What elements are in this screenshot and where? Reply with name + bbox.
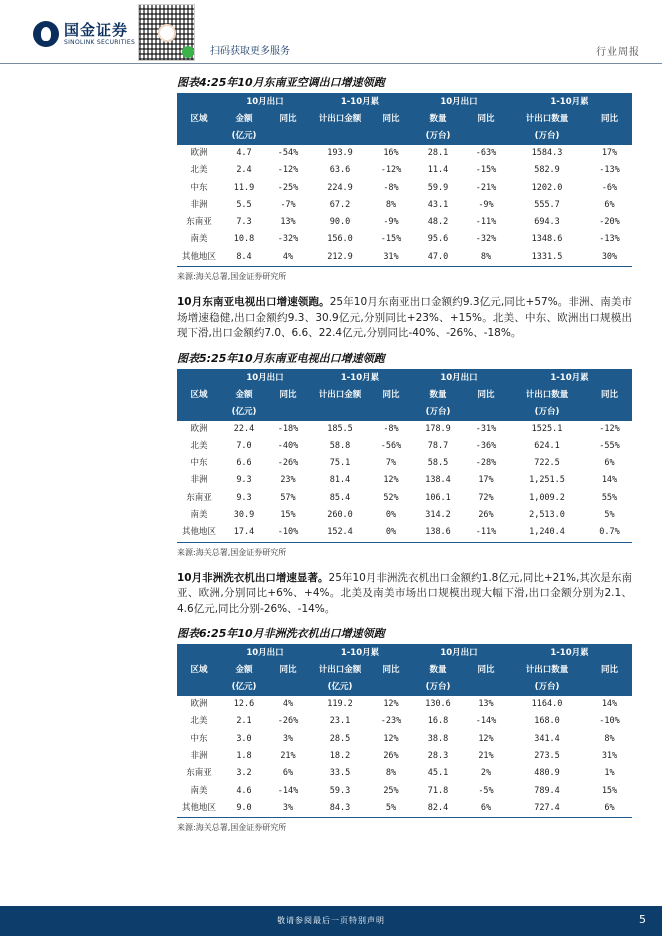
table-row [177,472,632,489]
table-cell: 3.0 [236,733,252,744]
table-cell: -18% [277,423,299,434]
table-row [177,438,632,455]
table-cell: 75.1 [329,458,351,469]
table-cell: 6.6 [236,458,252,469]
table-cell: 9.3 [236,475,252,486]
table-cell: -12% [277,165,299,176]
logo-cn-text: 国金证券 [64,20,129,39]
table-cell: 789.4 [534,785,560,796]
table-row [177,162,632,179]
header-cell: 10月出口 [246,648,284,659]
header-cell: 同比 [477,389,495,400]
table-cell: 3% [267,800,309,818]
region-cell: 东南亚 [186,768,212,779]
table-cell: 26% [383,751,399,762]
table-cell: -25% [277,182,299,193]
table-cell: 16% [383,148,399,158]
table-cell: 727.4 [507,800,587,818]
table-cell: 273.5 [534,751,560,762]
table-cell: 21% [280,751,296,762]
table-cell: 30% [587,249,632,267]
qr-code-icon[interactable] [138,4,195,61]
table-row [177,713,632,730]
table-cell: 480.9 [534,768,560,779]
table-cell: 38.8 [427,733,449,744]
table-header-row [177,662,632,679]
main-content [177,72,632,834]
table-header-row [177,404,632,421]
header-cell: 数量 [429,665,447,676]
table-cell: 90.0 [329,217,351,228]
table-cell: 30.9 [233,510,255,521]
table-cell: -8% [383,423,399,434]
table-cell: 6% [587,800,632,818]
table-cell: 9.3 [236,492,252,503]
table-cell: 168.0 [534,716,560,727]
table-cell: -13% [599,234,620,245]
table-cell: -7% [280,199,296,210]
table-cell: 17% [601,148,618,158]
table-cell: 4% [282,699,294,710]
table-cell: 31% [371,249,411,267]
page-header [0,0,662,64]
table-cell: 555.7 [534,199,560,210]
table-cell: 5% [604,510,615,521]
table-cell: 16.8 [427,716,449,727]
table-cell: 1,009.2 [529,492,565,503]
table-cell: 12% [478,733,494,744]
header-cell: 金额 [235,665,253,676]
table-cell: 67.2 [329,199,351,210]
header-cell: 区域 [190,665,208,676]
table-cell: -55% [599,440,620,451]
header-cell: 10月出口 [246,372,284,383]
page-number: 5 [639,913,646,926]
header-cell: 区域 [190,114,208,124]
header-cell: 同比 [600,665,618,676]
region-cell: 中东 [190,458,208,469]
table-cell: 4% [267,249,309,267]
region-cell: 其他地区 [177,524,221,542]
header-cell: 10月出口 [440,372,478,383]
table-title: 图表6:25年10月非洲洗衣机出口增速领跑 [177,623,632,645]
header-cell: (亿元) [327,682,353,693]
table-cell: 81.4 [329,475,351,486]
table-cell: 224.9 [327,182,353,193]
paragraph-body: 25年10月东南亚出口金额约9.3亿元,同比+57%。非洲、南美市场增速稳健,出口金额约9.3、30.9亿元,分别同比+23%、+15%。北美、中东、欧洲出口规模出现下滑,出口金额约7.0、6.6、22.4亿元,分别同比-40%、-26%、-18%。 [177,296,632,340]
region-cell: 其他地区 [177,249,221,267]
table-header-row [177,645,632,662]
table-cell: -56% [380,440,402,451]
header-cell: (万台) [425,406,451,417]
header-cell: 计出口数量 [525,665,569,676]
header-cell: 1-10月累 [340,372,380,383]
table-cell: 1348.6 [531,234,563,245]
table-cell: 5.5 [236,199,252,210]
table-cell: 0% [371,524,411,542]
header-cell: 1-10月累 [550,372,589,383]
header-cell: 1-10月累 [550,648,589,659]
paragraph [177,571,632,618]
table-cell: 6% [282,768,294,779]
table-cell: 106.1 [425,492,451,503]
header-cell: 金额 [235,114,253,124]
table-cell: -40% [277,440,299,451]
table-cell: -15% [380,234,402,245]
table-cell: 1525.1 [531,423,563,434]
table-row [177,507,632,524]
table-cell: 82.4 [411,800,465,818]
table-cell: 4.7 [236,148,252,158]
table-cell: 624.1 [534,440,560,451]
table-cell: 47.0 [411,249,465,267]
table-row [177,214,632,231]
table-row [177,748,632,765]
table-cell: -10% [267,524,309,542]
table-cell: -8% [383,182,399,193]
table-cell: 84.3 [309,800,371,818]
table-cell: 48.2 [427,217,449,228]
data-table [177,370,632,543]
region-cell: 中东 [190,733,208,744]
table-cell: -12% [599,423,620,434]
table-cell: 722.5 [534,458,560,469]
table-cell: 694.3 [534,217,560,228]
table-cell: 260.0 [327,510,353,521]
disclaimer-note: 敬请参阅最后一页特别声明 [277,916,385,925]
table-cell: 23.1 [329,716,351,727]
table-cell: 193.9 [327,148,353,158]
table-cell: 130.6 [425,699,451,710]
table-row [177,765,632,782]
table-cell: 1331.5 [507,249,587,267]
header-cell: (亿元) [231,131,257,141]
table-cell: 2% [480,768,492,779]
table-cell: 12% [383,475,399,486]
table-cell: 212.9 [309,249,371,267]
table-cell: -20% [599,217,620,228]
table-cell: 119.2 [327,699,353,710]
table-cell: 8.4 [221,249,267,267]
table-cell: 1% [604,768,615,779]
header-cell: 金额 [235,389,253,400]
data-table [177,645,632,818]
header-cell: 1-10月累 [550,97,589,107]
source-note: 来源:海关总署,国金证券研究所 [177,272,287,282]
table-cell: -12% [380,165,402,176]
table-cell: 21% [478,751,494,762]
table-cell: 0% [385,510,397,521]
table-cell: 11.4 [427,165,449,176]
table-cell: 8% [604,733,615,744]
table-cell: 59.3 [329,785,351,796]
table-cell: 138.6 [411,524,465,542]
header-cell: 10月出口 [246,97,284,107]
table-cell: 7.0 [236,440,252,451]
region-cell: 中东 [190,182,208,193]
table-cell: 5% [371,800,411,818]
table-cell: 8% [385,199,397,210]
paragraph-lead: 10月非洲洗衣机出口增速显著。 [177,571,329,584]
region-cell: 欧洲 [190,699,208,710]
table-cell: 10.8 [233,234,255,245]
table-row [177,421,632,438]
header-cell: 区域 [190,389,208,400]
region-cell: 南美 [190,785,208,796]
table-cell: 17.4 [221,524,267,542]
logo-en-text: SINOLINK SECURITIES [64,38,136,46]
region-cell: 南美 [190,510,208,521]
header-cell: 计出口数量 [525,389,569,400]
paragraph [177,295,632,342]
table-cell: 3.2 [236,768,252,779]
table-header-row [177,94,632,111]
table-cell: 58.8 [329,440,351,451]
table-cell: 23% [280,475,296,486]
header-cell: 同比 [279,114,297,124]
table-cell: 1.8 [236,751,252,762]
header-cell: 计出口金额 [318,114,362,124]
table-row [177,455,632,472]
table-row [177,783,632,800]
table-cell: 72% [478,492,494,503]
table-cell: 185.5 [327,423,353,434]
source-note: 来源:海关总署,国金证券研究所 [177,547,287,557]
table-cell: 12.6 [233,699,255,710]
header-cell: 10月出口 [440,97,478,107]
paragraph-body: 25年10月非洲洗衣机出口金额约1.8亿元,同比+21%,其次是东南亚、欧洲,分别同比+6%、+4%。北美及南美市场出口规模出现大幅下滑,出口金额分别为2.1、4.6亿元,同比分别-26%、-14%。 [177,571,632,615]
table-cell: 6% [465,800,507,818]
table-cell: -9% [478,199,494,210]
table-cell: -13% [599,165,620,176]
table-cell: -26% [277,458,299,469]
header-cell: 数量 [429,389,447,400]
header-cell: 同比 [600,389,618,400]
report-type: 行业周报 [596,47,640,58]
region-cell: 北美 [190,716,208,727]
table-cell: 85.4 [329,492,351,503]
region-cell: 南美 [190,234,208,245]
table-cell: -21% [475,182,497,193]
table-header-row [177,387,632,404]
table-row [177,145,632,162]
table-cell: 178.9 [425,423,451,434]
company-logo [33,21,135,47]
header-cell: 同比 [279,389,297,400]
table-cell: 25% [383,785,399,796]
table-cell: 0.7% [587,524,632,542]
table-cell: 13% [280,217,296,228]
header-cell: (万台) [534,406,560,417]
data-table [177,94,632,267]
table-cell: 6% [604,199,615,210]
table-cell: 18.2 [329,751,351,762]
table-cell: 78.7 [427,440,449,451]
table-cell: -14% [475,716,497,727]
header-cell: (万台) [425,682,451,693]
region-cell: 欧洲 [190,148,208,158]
region-cell: 东南亚 [186,217,212,228]
table-cell: 55% [601,492,618,503]
table-cell: 11.9 [233,182,255,193]
table-cell: 1,251.5 [529,475,565,486]
table-cell: 28.5 [329,733,351,744]
table-cell: -23% [380,716,402,727]
table-row [177,800,632,818]
table-cell: 14% [601,475,618,486]
table-cell: -36% [475,440,497,451]
table-cell: 28.3 [427,751,449,762]
logo-icon [33,21,59,47]
table-cell: 26% [478,510,494,521]
table-row [177,731,632,748]
table-cell: 95.6 [427,234,449,245]
header-cell: 数量 [429,114,447,124]
header-cell: 同比 [382,665,400,676]
table-row [177,197,632,214]
header-cell: 计出口金额 [318,389,362,400]
table-row [177,696,632,713]
header-cell: 同比 [279,665,297,676]
table-cell: -54% [277,148,299,158]
table-cell: -28% [475,458,497,469]
header-cell: 同比 [477,114,495,124]
table-cell: 582.9 [534,165,560,176]
table-cell: 156.0 [327,234,353,245]
table-title: 图表4:25年10月东南亚空调出口增速领跑 [177,72,632,94]
table-cell: 13% [478,699,494,710]
table-cell: 71.8 [427,785,449,796]
table-cell: 15% [280,510,296,521]
header-cell: 同比 [382,389,400,400]
header-cell: (亿元) [231,682,257,693]
region-cell: 非洲 [190,751,208,762]
table-cell: 2.4 [236,165,252,176]
table-cell: 63.6 [329,165,351,176]
source-note: 来源:海关总署,国金证券研究所 [177,823,287,833]
region-cell: 北美 [190,440,208,451]
header-cell: 同比 [477,665,495,676]
header-cell: 1-10月累 [340,648,380,659]
table-title: 图表5:25年10月东南亚电视出口增速领跑 [177,348,632,370]
table-cell: -11% [475,217,497,228]
table-cell: -10% [599,716,620,727]
table-cell: 43.1 [427,199,449,210]
wechat-badge-icon [182,46,194,58]
table-cell: 33.5 [329,768,351,779]
table-cell: -15% [475,165,497,176]
page-footer [0,906,662,936]
table-cell: 2,513.0 [529,510,565,521]
table-cell: 1584.3 [531,148,563,158]
table-cell: 59.9 [427,182,449,193]
table-cell: -5% [478,785,494,796]
table-cell: -9% [383,217,399,228]
header-cell: 10月出口 [440,648,478,659]
header-cell: 同比 [600,114,618,124]
table-row [177,524,632,542]
table-cell: 138.4 [425,475,451,486]
table-cell: -26% [277,716,299,727]
region-cell: 其他地区 [177,800,221,818]
header-cell: (亿元) [231,406,257,417]
table-cell: 1,240.4 [507,524,587,542]
table-cell: 6% [604,458,615,469]
table-cell: -32% [475,234,497,245]
table-cell: -14% [277,785,299,796]
header-divider [0,63,662,64]
header-cell: (万台) [534,682,560,693]
region-cell: 欧洲 [190,423,208,434]
table-cell: 314.2 [425,510,451,521]
table-cell: -31% [475,423,497,434]
table-cell: 1202.0 [531,182,563,193]
table-cell: 7% [385,458,397,469]
region-cell: 北美 [190,165,208,176]
table-cell: 14% [601,699,618,710]
table-cell: 341.4 [534,733,560,744]
table-cell: 8% [385,768,397,779]
header-cell: 1-10月累 [340,97,380,107]
table-cell: 9.0 [221,800,267,818]
table-cell: -6% [601,182,618,193]
table-cell: -32% [277,234,299,245]
table-header-row [177,128,632,145]
table-cell: 17% [478,475,494,486]
table-cell: 57% [280,492,296,503]
table-cell: 1164.0 [531,699,563,710]
table-header-row [177,679,632,696]
table-cell: 152.4 [309,524,371,542]
table-cell: 12% [383,699,399,710]
table-cell: -11% [465,524,507,542]
table-cell: 52% [383,492,399,503]
table-row [177,231,632,248]
table-cell: 2.1 [236,716,252,727]
table-header-row [177,370,632,387]
table-cell: 8% [465,249,507,267]
region-cell: 非洲 [190,199,208,210]
table-cell: 58.5 [427,458,449,469]
table-row [177,180,632,197]
table-cell: 3% [282,733,294,744]
region-cell: 东南亚 [186,492,212,503]
table-cell: 7.3 [236,217,252,228]
table-cell: 28.1 [427,148,449,158]
header-cell: (万台) [534,131,560,141]
header-cell: (万台) [425,131,451,141]
table-row [177,490,632,507]
table-cell: 4.6 [236,785,252,796]
table-row [177,249,632,267]
table-cell: 31% [601,751,618,762]
header-cell: 计出口数量 [525,114,569,124]
table-cell: 22.4 [233,423,255,434]
scan-prompt: 扫码获取更多服务 [210,46,290,57]
table-cell: 12% [383,733,399,744]
header-cell: 计出口金额 [318,665,362,676]
table-cell: -63% [475,148,497,158]
table-header-row [177,111,632,128]
region-cell: 非洲 [190,475,208,486]
table-cell: 15% [601,785,618,796]
table-cell: 45.1 [427,768,449,779]
paragraph-lead: 10月东南亚电视出口增速领跑。 [177,296,330,309]
header-cell: 同比 [382,114,400,124]
